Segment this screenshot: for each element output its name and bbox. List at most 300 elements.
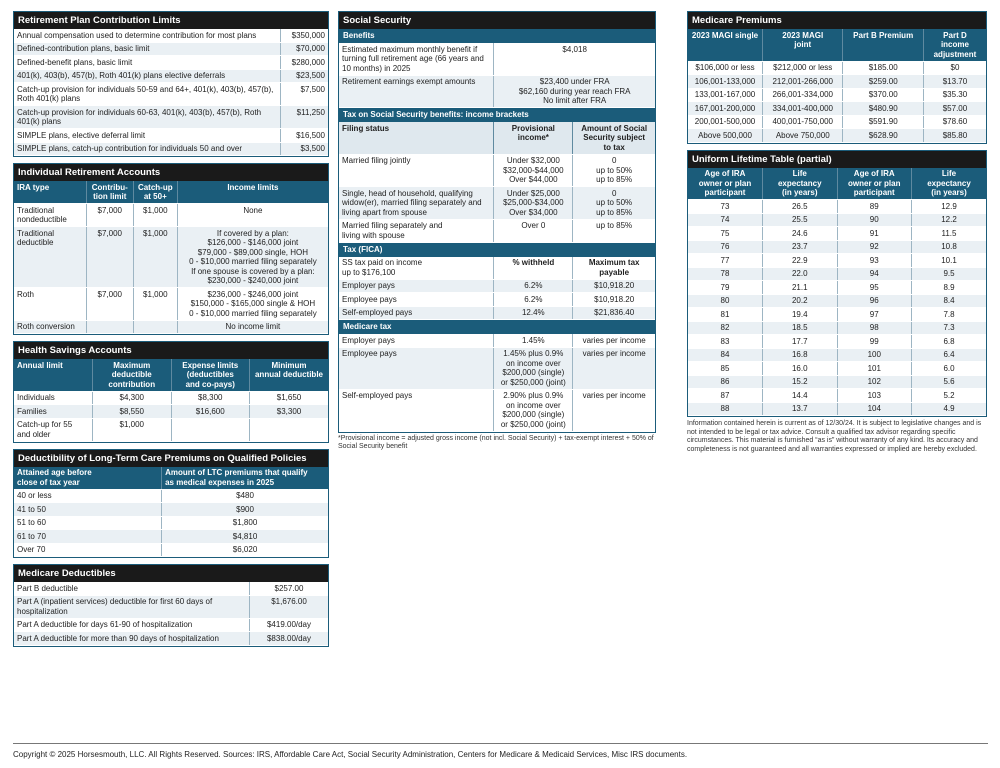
table-cell: $21,836.40 [573, 306, 655, 320]
table-cell: 334,001-400,000 [763, 102, 843, 116]
table-cell: $4,018 [494, 43, 655, 75]
table-cell: 75 [688, 227, 763, 241]
table-cell: 98 [837, 321, 912, 335]
header-row [14, 467, 328, 490]
column-header: Catch-up at 50+ [133, 181, 177, 204]
section-title: Health Savings Accounts [14, 342, 328, 359]
table-row [688, 281, 986, 295]
table-cell: $8,300 [171, 391, 250, 405]
table-row [14, 106, 328, 129]
column-header: Annual limit [14, 359, 93, 391]
table-cell: 6.0 [912, 362, 987, 376]
table-cell: 82 [688, 321, 763, 335]
table-cell: 25.5 [763, 213, 838, 227]
table-cell: 73 [688, 200, 763, 214]
table-cell: $212,000 or less [763, 61, 843, 75]
table-row [688, 240, 986, 254]
table-cell: $1,650 [250, 391, 329, 405]
retirement-table [14, 29, 328, 156]
table-cell: varies per income [573, 347, 655, 389]
table-row [688, 61, 986, 75]
column-header: 2023 MAGI single [688, 29, 763, 61]
column-header: Amount of LTC premiums that qualify as medical expenses in 2025 [162, 467, 328, 490]
table-cell: 0 up to 50% up to 85% [573, 154, 655, 187]
medicare-tax-subhead: Medicare tax [339, 320, 655, 334]
medicare-deductibles-section [13, 564, 329, 647]
left-column [13, 11, 329, 653]
table-cell: Annual compensation used to determine contribution for most plans [14, 29, 281, 42]
table-row [14, 582, 328, 595]
table-cell: 9.5 [912, 267, 987, 281]
column-header: Expense limits (deductibles and co-pays) [171, 359, 250, 391]
table-cell: $23,500 [281, 69, 328, 83]
column-header: Age of IRA owner or plan participant [837, 168, 912, 200]
table-cell: $1,676.00 [250, 595, 329, 618]
table-cell: 26.5 [763, 200, 838, 214]
table-cell: 40 or less [14, 489, 162, 503]
table-cell: 15.2 [763, 375, 838, 389]
table-cell: 86 [688, 375, 763, 389]
table-cell: Retirement earnings exempt amounts [339, 75, 494, 108]
copyright-footer: Copyright © 2025 Horsesmouth, LLC. All Rights Reserved. Sources: IRS, Affordable Care Act, Social Security Administration, Centers for Medicare & Medicaid Services, Misc IRS documents. [13, 743, 988, 759]
table-cell: 20.2 [763, 294, 838, 308]
table-cell: $900 [162, 503, 328, 517]
table-cell: 41 to 50 [14, 503, 162, 517]
table-cell: 6.8 [912, 335, 987, 349]
table-cell: $6,020 [162, 543, 328, 557]
table-cell: 0 up to 50% up to 85% [573, 187, 655, 220]
table-cell: None [177, 204, 328, 227]
table-cell: 101 [837, 362, 912, 376]
table-cell [86, 320, 133, 334]
table-cell: 23.7 [763, 240, 838, 254]
table-row [14, 391, 328, 405]
table-row [688, 389, 986, 403]
table-cell: $85.80 [923, 129, 986, 143]
header-row [339, 122, 655, 154]
benefits-table [339, 43, 655, 108]
medicare-premiums-table [688, 29, 986, 143]
table-row [14, 405, 328, 419]
table-row [688, 321, 986, 335]
table-cell: $350,000 [281, 29, 328, 42]
table-row [14, 29, 328, 42]
table-cell: 17.7 [763, 335, 838, 349]
table-cell: $7,000 [86, 204, 133, 227]
table-cell: Married filing separately and living with spouse [339, 219, 494, 242]
table-cell: $236,000 - $246,000 joint $150,000 - $165,000 single & HOH 0 - $10,000 married filing separately [177, 288, 328, 321]
table-cell: 19.4 [763, 308, 838, 322]
table-cell: 5.6 [912, 375, 987, 389]
table-cell: 401(k), 403(b), 457(b), Roth 401(k) plans elective deferrals [14, 69, 281, 83]
table-row [688, 267, 986, 281]
table-cell: Catch-up provision for individuals 50-59 and 64+, 401(k), 403(b), 457(b), Roth 401(k) plans [14, 83, 281, 106]
table-cell: $1,000 [133, 204, 177, 227]
column-header: Provisional income* [494, 122, 573, 154]
table-cell: 133,001-167,000 [688, 88, 763, 102]
table-row [14, 56, 328, 70]
table-cell: 200,001-500,000 [688, 115, 763, 129]
provisional-income-footnote: *Provisional income = adjusted gross income (not incl. Social Security) + tax-exempt interest + 50% of Social Security benefit [338, 434, 654, 450]
table-row [688, 348, 986, 362]
table-cell: 14.4 [763, 389, 838, 403]
table-row [14, 320, 328, 334]
middle-column [338, 11, 656, 452]
table-cell: $35.30 [923, 88, 986, 102]
table-cell [171, 418, 250, 441]
section-title: Social Security [339, 12, 655, 29]
table-cell: 10.8 [912, 240, 987, 254]
table-cell: 12.2 [912, 213, 987, 227]
table-cell: SIMPLE plans, elective deferral limit [14, 129, 281, 143]
table-row [14, 142, 328, 156]
table-cell: Single, head of household, qualifying widow(er), married filing separately and living apart from spouse [339, 187, 494, 220]
table-cell: 8.9 [912, 281, 987, 295]
hsa-table [14, 359, 328, 442]
table-cell: $16,600 [171, 405, 250, 419]
table-cell: 77 [688, 254, 763, 268]
table-cell: $480 [162, 489, 328, 503]
table-row [688, 227, 986, 241]
table-cell: 74 [688, 213, 763, 227]
table-row [14, 632, 328, 646]
table-row [14, 595, 328, 618]
table-cell: $370.00 [843, 88, 923, 102]
table-cell: 16.8 [763, 348, 838, 362]
table-cell: 84 [688, 348, 763, 362]
table-cell: $78.60 [923, 115, 986, 129]
table-cell: 106,001-133,000 [688, 75, 763, 89]
table-cell: $280,000 [281, 56, 328, 70]
table-cell: 93 [837, 254, 912, 268]
column-header: Age of IRA owner or plan participant [688, 168, 763, 200]
ltc-section [13, 449, 329, 559]
table-cell: 100 [837, 348, 912, 362]
table-cell: $7,000 [86, 288, 133, 321]
header-row [688, 168, 986, 200]
table-cell: $3,500 [281, 142, 328, 156]
table-row [14, 618, 328, 632]
table-row [339, 334, 655, 347]
table-cell: $1,000 [93, 418, 172, 441]
table-cell: Above 500,000 [688, 129, 763, 143]
column-header: IRA type [14, 181, 86, 204]
table-row [14, 42, 328, 56]
table-cell: $70,000 [281, 42, 328, 56]
table-cell: 6.4 [912, 348, 987, 362]
table-cell: Under $32,000 $32,000-$44,000 Over $44,000 [494, 154, 573, 187]
table-cell: Under $25,000 $25,000-$34,000 Over $34,000 [494, 187, 573, 220]
table-cell: $10,918.20 [573, 293, 655, 307]
table-cell: 83 [688, 335, 763, 349]
column-header: Income limits [177, 181, 328, 204]
table-cell: varies per income [573, 389, 655, 431]
table-row [339, 43, 655, 75]
column-header: Part B Premium [843, 29, 923, 61]
table-cell: 212,001-266,000 [763, 75, 843, 89]
table-cell [133, 320, 177, 334]
column-header: Part D income adjustment [923, 29, 986, 61]
table-row [339, 389, 655, 431]
table-row [688, 254, 986, 268]
table-cell: 8.4 [912, 294, 987, 308]
table-row [339, 257, 655, 280]
table-cell: Over 0 [494, 219, 573, 242]
table-cell: $838.00/day [250, 632, 329, 646]
table-cell: up to 85% [573, 219, 655, 242]
table-row [14, 543, 328, 557]
table-cell: 12.4% [494, 306, 573, 320]
table-row [688, 362, 986, 376]
table-cell: $57.00 [923, 102, 986, 116]
table-cell: 91 [837, 227, 912, 241]
table-cell: 11.5 [912, 227, 987, 241]
table-cell: 266,001-334,000 [763, 88, 843, 102]
table-cell: 22.0 [763, 267, 838, 281]
table-cell: 16.0 [763, 362, 838, 376]
table-row [339, 279, 655, 293]
section-title: Medicare Premiums [688, 12, 986, 29]
table-cell: varies per income [573, 334, 655, 347]
table-cell: $11,250 [281, 106, 328, 129]
table-row [688, 75, 986, 89]
table-cell: 89 [837, 200, 912, 214]
table-cell: $628.90 [843, 129, 923, 143]
table-cell: Employee pays [339, 293, 494, 307]
table-cell: 1.45% plus 0.9% on income over $200,000 (single) or $250,000 (joint) [494, 347, 573, 389]
table-cell: Roth conversion [14, 320, 86, 334]
table-cell: Employer pays [339, 279, 494, 293]
table-row [339, 219, 655, 242]
table-cell: 76 [688, 240, 763, 254]
column-header: Filing status [339, 122, 494, 154]
table-cell: 400,001-750,000 [763, 115, 843, 129]
table-cell: Defined-contribution plans, basic limit [14, 42, 281, 56]
table-row [688, 129, 986, 143]
table-row [688, 102, 986, 116]
table-cell: $259.00 [843, 75, 923, 89]
table-cell: $0 [923, 61, 986, 75]
table-cell: Employee pays [339, 347, 494, 389]
table-cell: 22.9 [763, 254, 838, 268]
social-security-section [338, 11, 656, 433]
table-row [14, 227, 328, 288]
table-row [14, 418, 328, 441]
table-cell: 81 [688, 308, 763, 322]
table-row [14, 516, 328, 530]
table-cell: $23,400 under FRA $62,160 during year reach FRA No limit after FRA [494, 75, 655, 108]
section-title: Deductibility of Long-Term Care Premiums on Qualified Policies [14, 450, 328, 467]
table-cell: $7,000 [86, 227, 133, 288]
table-cell: $4,300 [93, 391, 172, 405]
table-cell: 51 to 60 [14, 516, 162, 530]
table-cell: Traditional nondeductible [14, 204, 86, 227]
table-cell: Estimated maximum monthly benefit if turning full retirement age (66 years and 10 months) in 2025 [339, 43, 494, 75]
table-cell: 7.3 [912, 321, 987, 335]
table-cell: Above 750,000 [763, 129, 843, 143]
table-row [14, 530, 328, 544]
medicare-deductibles-table [14, 582, 328, 646]
table-cell: 10.1 [912, 254, 987, 268]
table-cell: $480.90 [843, 102, 923, 116]
right-column [687, 11, 987, 454]
table-cell: 13.7 [763, 402, 838, 416]
table-row [688, 88, 986, 102]
uniform-lifetime-table [688, 168, 986, 417]
table-cell: $106,000 or less [688, 61, 763, 75]
table-cell: $13.70 [923, 75, 986, 89]
table-cell: Self-employed pays [339, 306, 494, 320]
table-row [688, 308, 986, 322]
table-cell: 95 [837, 281, 912, 295]
table-cell: 80 [688, 294, 763, 308]
table-cell: 24.6 [763, 227, 838, 241]
table-row [339, 75, 655, 108]
table-cell: Catch-up for 55 and older [14, 418, 93, 441]
table-cell: 6.2% [494, 293, 573, 307]
column-header: Attained age before close of tax year [14, 467, 162, 490]
table-cell: 103 [837, 389, 912, 403]
uniform-lifetime-section [687, 150, 987, 418]
table-cell: 5.2 [912, 389, 987, 403]
table-cell: 97 [837, 308, 912, 322]
table-cell: % withheld [494, 257, 573, 280]
table-cell: $185.00 [843, 61, 923, 75]
table-row [14, 129, 328, 143]
table-cell: $7,500 [281, 83, 328, 106]
table-cell: Part A deductible for more than 90 days of hospitalization [14, 632, 250, 646]
table-cell: If covered by a plan: $126,000 - $146,000 joint $79,000 - $89,000 single, HOH 0 - $10,000 married filing separately If one spouse is covered by a plan: $230,000 - $240,000 joint [177, 227, 328, 288]
ira-section [13, 163, 329, 335]
column-header: Contribu- tion limit [86, 181, 133, 204]
table-cell: 96 [837, 294, 912, 308]
table-cell: 167,001-200,000 [688, 102, 763, 116]
table-cell: 2.90% plus 0.9% on income over $200,000 (single) or $250,000 (joint) [494, 389, 573, 431]
table-cell: Families [14, 405, 93, 419]
table-row [339, 293, 655, 307]
table-row [14, 288, 328, 321]
table-row [688, 294, 986, 308]
table-row [14, 489, 328, 503]
header-row [688, 29, 986, 61]
table-row [339, 154, 655, 187]
table-cell: Maximum tax payable [573, 257, 655, 280]
medicare-premiums-section [687, 11, 987, 144]
table-cell: 12.9 [912, 200, 987, 214]
table-cell: 104 [837, 402, 912, 416]
table-cell: $1,000 [133, 227, 177, 288]
ira-table [14, 181, 328, 334]
tax-brackets-table [339, 122, 655, 243]
table-cell: Employer pays [339, 334, 494, 347]
table-cell: Part A deductible for days 61-90 of hospitalization [14, 618, 250, 632]
table-cell: Over 70 [14, 543, 162, 557]
table-cell: 88 [688, 402, 763, 416]
table-row [688, 335, 986, 349]
table-row [339, 306, 655, 320]
table-cell: Part B deductible [14, 582, 250, 595]
table-cell: Married filing jointly [339, 154, 494, 187]
table-cell: No income limit [177, 320, 328, 334]
header-row [14, 359, 328, 391]
table-cell: 102 [837, 375, 912, 389]
table-cell: $257.00 [250, 582, 329, 595]
table-row [688, 200, 986, 214]
table-cell: SS tax paid on income up to $176,100 [339, 257, 494, 280]
table-cell: 87 [688, 389, 763, 403]
section-title: Individual Retirement Accounts [14, 164, 328, 181]
table-row [14, 503, 328, 517]
table-cell: 61 to 70 [14, 530, 162, 544]
table-cell: $10,918.20 [573, 279, 655, 293]
table-cell: $16,500 [281, 129, 328, 143]
table-cell: 4.9 [912, 402, 987, 416]
column-header: Maximum deductible contribution [93, 359, 172, 391]
table-cell: $8,550 [93, 405, 172, 419]
table-cell [250, 418, 329, 441]
table-row [339, 187, 655, 220]
disclaimer: Information contained herein is current as of 12/30/24. It is subject to legislative changes and is not intended to be legal or tax advice. Consult a qualified tax advisor regarding specific circumstances. This material is furnished “as is” without warranty of any kind. Its accuracy and completeness is not guaranteed and all warranties expressed or implied are hereby excluded. [687, 420, 982, 453]
table-cell: $4,810 [162, 530, 328, 544]
table-cell: Traditional deductible [14, 227, 86, 288]
table-cell: Defined-benefit plans, basic limit [14, 56, 281, 70]
hsa-section [13, 341, 329, 443]
table-cell: SIMPLE plans, catch-up contribution for individuals 50 and over [14, 142, 281, 156]
table-row [688, 375, 986, 389]
table-cell: $3,300 [250, 405, 329, 419]
column-header: Life expectancy (in years) [912, 168, 987, 200]
table-cell: 18.5 [763, 321, 838, 335]
table-cell: 92 [837, 240, 912, 254]
table-cell: Part A (inpatient services) deductible for first 60 days of hospitalization [14, 595, 250, 618]
table-cell: $591.90 [843, 115, 923, 129]
table-cell: 94 [837, 267, 912, 281]
table-cell: Catch-up provision for individuals 60-63, 401(k), 403(b), 457(b), Roth 401(k) plans [14, 106, 281, 129]
ltc-table [14, 467, 328, 558]
table-cell: 1.45% [494, 334, 573, 347]
table-row [688, 213, 986, 227]
column-header: Life expectancy (in years) [763, 168, 838, 200]
table-row [14, 83, 328, 106]
retirement-plan-section [13, 11, 329, 157]
section-title: Medicare Deductibles [14, 565, 328, 582]
column-header: Amount of Social Security subject to tax [573, 122, 655, 154]
header-row [14, 181, 328, 204]
column-header: 2023 MAGI joint [763, 29, 843, 61]
table-cell: 21.1 [763, 281, 838, 295]
table-cell: $1,800 [162, 516, 328, 530]
table-cell: $1,000 [133, 288, 177, 321]
tax-brackets-subhead: Tax on Social Security benefits: income brackets [339, 108, 655, 122]
table-row [688, 402, 986, 416]
table-row [688, 115, 986, 129]
fica-subhead: Tax (FICA) [339, 243, 655, 257]
section-title: Uniform Lifetime Table (partial) [688, 151, 986, 168]
table-cell: 90 [837, 213, 912, 227]
benefits-subhead: Benefits [339, 29, 655, 43]
table-cell: 85 [688, 362, 763, 376]
table-row [339, 347, 655, 389]
table-cell: 7.8 [912, 308, 987, 322]
table-row [14, 204, 328, 227]
table-cell: $419.00/day [250, 618, 329, 632]
table-cell: Self-employed pays [339, 389, 494, 431]
table-cell: Individuals [14, 391, 93, 405]
column-header: Minimum annual deductible [250, 359, 329, 391]
table-row [14, 69, 328, 83]
table-cell: 79 [688, 281, 763, 295]
table-cell: 78 [688, 267, 763, 281]
